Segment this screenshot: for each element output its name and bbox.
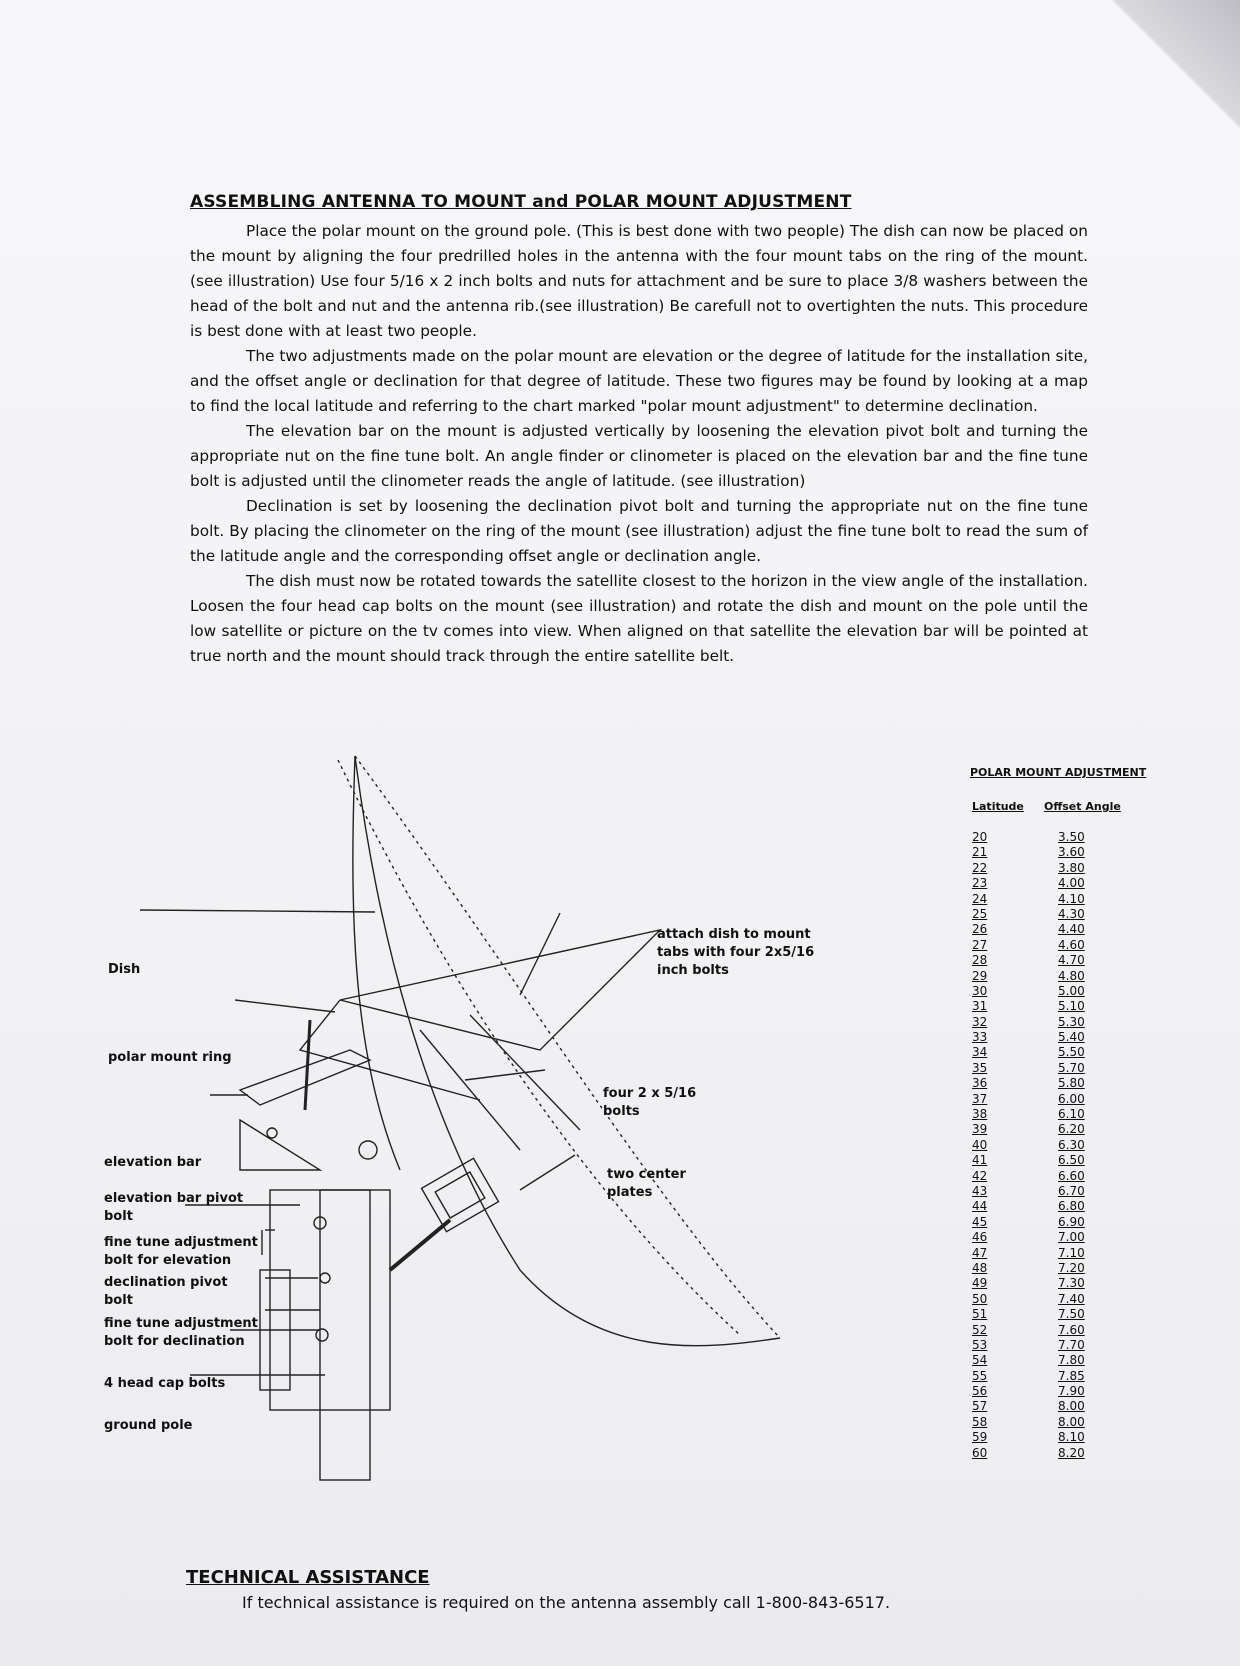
table-row-offset-angle: 5.80: [1058, 1076, 1085, 1091]
table-row-offset-angle: 4.10: [1058, 891, 1085, 906]
table-row-latitude: 55: [972, 1368, 988, 1383]
table-row-latitude: 49: [972, 1276, 988, 1291]
table-row-latitude: 20: [972, 830, 988, 844]
table-row-latitude: 32: [972, 1014, 988, 1029]
offset-angle-column: [1058, 830, 1085, 1461]
table-row-latitude: 27: [972, 937, 988, 952]
table-row-offset-angle: 4.00: [1058, 876, 1085, 891]
table-row-latitude: 42: [972, 1168, 988, 1183]
table-row-offset-angle: 7.85: [1058, 1368, 1085, 1383]
table-row-latitude: 22: [972, 860, 988, 875]
table-row-offset-angle: 4.70: [1058, 953, 1085, 968]
table-row-offset-angle: 6.50: [1058, 1153, 1085, 1168]
paragraph-adjustments: The two adjustments made on the polar mount are elevation or the degree of latitude for the installation site, and the offset angle or declination for that degree of latitude. These two figures may be found by looking at a map to find the local latitude and referring to the chart marked "polar mount adjustment" to determine declination.: [190, 347, 1088, 415]
table-row-offset-angle: 6.00: [1058, 1091, 1085, 1106]
table-row-latitude: 40: [972, 1137, 988, 1152]
table-row-offset-angle: 3.60: [1058, 845, 1085, 860]
table-row-latitude: 31: [972, 999, 988, 1014]
table-row-offset-angle: 7.60: [1058, 1322, 1085, 1337]
latitude-header: Latitude: [972, 800, 1024, 813]
table-row-offset-angle: 8.20: [1058, 1445, 1085, 1460]
table-row-offset-angle: 3.50: [1058, 830, 1085, 844]
table-row-latitude: 50: [972, 1291, 988, 1306]
table-row-offset-angle: 6.80: [1058, 1199, 1085, 1214]
offset-angle-header: Offset Angle: [1044, 800, 1121, 813]
label-two-center-plates: two center plates: [607, 1167, 686, 1200]
table-row-latitude: 23: [972, 876, 988, 891]
table-row-offset-angle: 5.00: [1058, 983, 1085, 998]
table-row-latitude: 36: [972, 1076, 988, 1091]
table-row-offset-angle: 7.50: [1058, 1307, 1085, 1322]
latitude-column: [972, 830, 987, 1461]
table-row-latitude: 28: [972, 953, 988, 968]
table-row-latitude: 56: [972, 1384, 988, 1399]
technical-assistance-text: If technical assistance is required on the antenna assembly call 1-800-843-6517.: [242, 1593, 891, 1612]
table-row-offset-angle: 7.90: [1058, 1384, 1085, 1399]
technical-assistance-heading: TECHNICAL ASSISTANCE: [186, 1567, 430, 1588]
table-row-latitude: 34: [972, 1045, 988, 1060]
table-row-offset-angle: 7.40: [1058, 1291, 1085, 1306]
label-elevation-pivot-bolt: elevation bar pivot bolt: [104, 1191, 244, 1224]
table-row-offset-angle: 5.10: [1058, 999, 1085, 1014]
table-row-latitude: 43: [972, 1183, 988, 1198]
table-row-latitude: 52: [972, 1322, 988, 1337]
table-row-offset-angle: 6.60: [1058, 1168, 1085, 1183]
table-row-offset-angle: 4.30: [1058, 906, 1085, 921]
table-row-offset-angle: 5.70: [1058, 1060, 1085, 1075]
table-row-offset-angle: 6.90: [1058, 1214, 1085, 1229]
paragraph-rotation: The dish must now be rotated towards the satellite closest to the horizon in the view angle of the installation. Loosen the four head cap bolts on the mount (see illustration) and rotate the dish and mount on the pole until the low satellite or picture on the tv comes into view. When aligned on that satellite the elevation bar will be pointed at true north and the mount should track through the entire satellite belt.: [190, 572, 1088, 665]
table-row-latitude: 21: [972, 845, 988, 860]
table-row-latitude: 35: [972, 1060, 988, 1075]
table-row-latitude: 33: [972, 1030, 988, 1045]
table-row-offset-angle: 6.10: [1058, 1107, 1085, 1122]
antenna-mount-diagram: [100, 750, 820, 1510]
table-row-latitude: 51: [972, 1307, 988, 1322]
table-row-offset-angle: 5.50: [1058, 1045, 1085, 1060]
table-row-latitude: 53: [972, 1337, 988, 1352]
paragraph-declination: Declination is set by loosening the declination pivot bolt and turning the appropriate nut on the fine tune bolt. By placing the clinometer on the ring of the mount (see illustration) adjust the fine tune bolt to read the sum of the latitude angle and the corresponding offset angle or declination angle.: [190, 497, 1088, 565]
table-row-latitude: 39: [972, 1122, 988, 1137]
table-row-latitude: 38: [972, 1107, 988, 1122]
table-row-latitude: 59: [972, 1430, 988, 1445]
folded-corner: [1110, 0, 1240, 130]
label-four-bolts: four 2 x 5/16 bolts: [603, 1086, 697, 1119]
table-row-latitude: 47: [972, 1245, 988, 1260]
label-polar-mount-ring: polar mount ring: [108, 1050, 232, 1065]
table-row-offset-angle: 6.30: [1058, 1137, 1085, 1152]
table-row-latitude: 30: [972, 983, 988, 998]
table-row-latitude: 26: [972, 922, 988, 937]
table-row-offset-angle: 7.10: [1058, 1245, 1085, 1260]
table-row-offset-angle: 3.80: [1058, 860, 1085, 875]
table-row-latitude: 37: [972, 1091, 988, 1106]
table-title: POLAR MOUNT ADJUSTMENT: [970, 766, 1147, 779]
table-row-offset-angle: 7.80: [1058, 1353, 1085, 1368]
table-row-latitude: 57: [972, 1399, 988, 1414]
table-row-offset-angle: 4.80: [1058, 968, 1085, 983]
label-dish: Dish: [108, 962, 141, 977]
table-row-latitude: 24: [972, 891, 988, 906]
table-row-latitude: 46: [972, 1230, 988, 1245]
paragraph-mount: Place the polar mount on the ground pole. (This is best done with two people) The dish can now be placed on the mount by aligning the four predrilled holes in the antenna with the four mount tabs on the ring of the mount. (see illustration) Use four 5/16 x 2 inch bolts and nuts for attachment and be sure to place 3/8 washers between the head of the bolt and nut and the antenna rib.(see illustration) Be carefull not to overtighten the nuts. This procedure is best done with at least two people.: [190, 222, 1088, 340]
table-row-offset-angle: 7.70: [1058, 1337, 1085, 1352]
label-head-cap-bolts: 4 head cap bolts: [104, 1376, 226, 1391]
table-row-offset-angle: 7.20: [1058, 1260, 1085, 1275]
table-row-offset-angle: 4.60: [1058, 937, 1085, 952]
label-attach-dish: attach dish to mount tabs with four 2x5/16 inch bolts: [657, 927, 815, 978]
table-row-offset-angle: 7.30: [1058, 1276, 1085, 1291]
table-row-latitude: 25: [972, 906, 988, 921]
table-row-latitude: 58: [972, 1414, 988, 1429]
table-row-latitude: 44: [972, 1199, 988, 1214]
table-row-offset-angle: 4.40: [1058, 922, 1085, 937]
table-row-offset-angle: 5.30: [1058, 1014, 1085, 1029]
table-row-offset-angle: 6.20: [1058, 1122, 1085, 1137]
table-row-latitude: 29: [972, 968, 988, 983]
label-declination-pivot-bolt: declination pivot bolt: [104, 1275, 228, 1308]
table-row-latitude: 45: [972, 1214, 988, 1229]
paragraph-elevation: The elevation bar on the mount is adjusted vertically by loosening the elevation pivot bolt and turning the appropriate nut on the fine tune bolt. An angle finder or clinometer is placed on the elevation bar and the fine tune bolt is adjusted until the clinometer reads the angle of latitude. (see illustration): [190, 422, 1088, 490]
label-ground-pole: ground pole: [104, 1418, 193, 1433]
table-row-offset-angle: 7.00: [1058, 1230, 1085, 1245]
table-row-offset-angle: 8.10: [1058, 1430, 1085, 1445]
table-row-offset-angle: 6.70: [1058, 1183, 1085, 1198]
table-row-offset-angle: 8.00: [1058, 1399, 1085, 1414]
table-row-offset-angle: 8.00: [1058, 1414, 1085, 1429]
label-elevation-bar: elevation bar: [104, 1155, 202, 1170]
table-row-latitude: 54: [972, 1353, 988, 1368]
table-row-latitude: 48: [972, 1260, 988, 1275]
instructions-body: [190, 219, 1088, 669]
label-fine-tune-declination: fine tune adjustment bolt for declination: [104, 1316, 258, 1349]
label-fine-tune-elevation: fine tune adjustment bolt for elevation: [104, 1235, 258, 1268]
table-row-latitude: 60: [972, 1445, 988, 1460]
table-row-latitude: 41: [972, 1153, 988, 1168]
page-title: ASSEMBLING ANTENNA TO MOUNT and POLAR MOUNT ADJUSTMENT: [190, 192, 852, 212]
table-row-offset-angle: 5.40: [1058, 1030, 1085, 1045]
